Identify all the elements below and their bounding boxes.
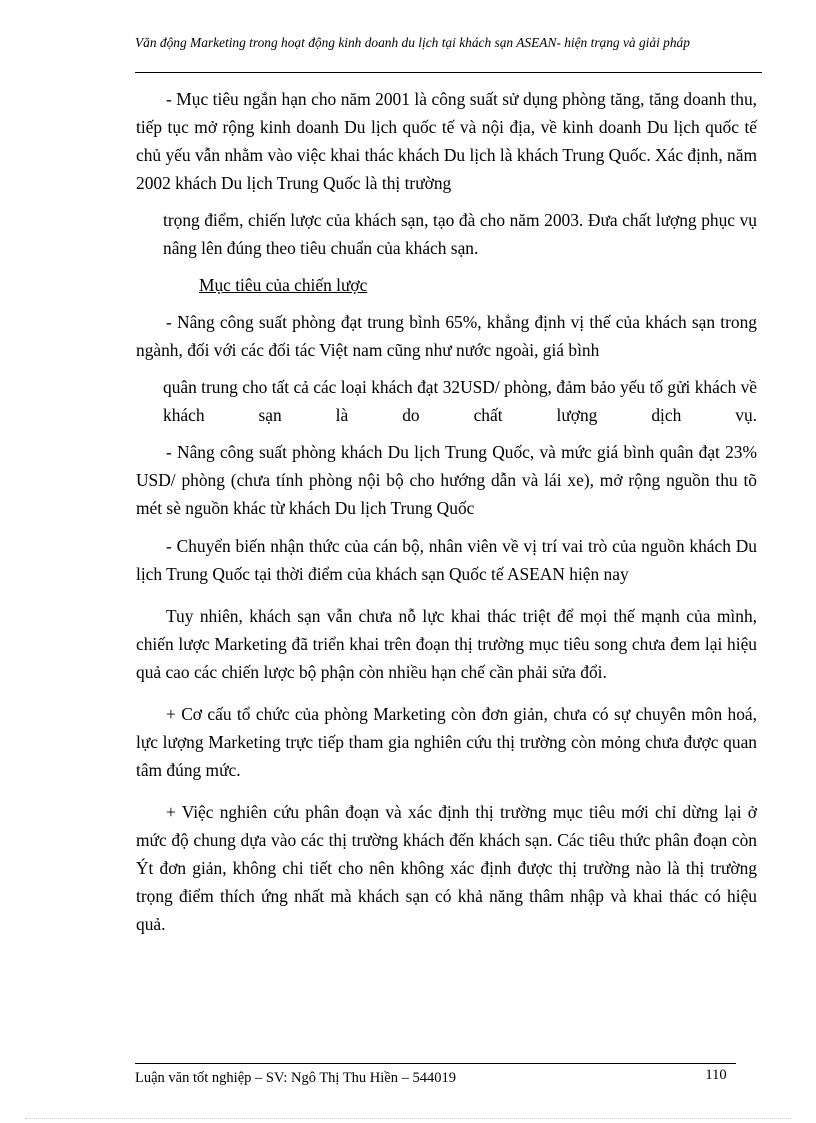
header-rule [135, 72, 762, 73]
running-header: Văn động Marketing trong hoạt động kinh doanh du lịch tại khách sạn ASEAN- hiện trạng và giải pháp [135, 35, 690, 50]
paragraph-room-capacity: - Nâng công suất phòng đạt trung bình 65%, khẳng định vị thế của khách sạn trong ngành, đối với các đối tác Việt nam cũng như nước ngoài, giá bình [136, 312, 757, 360]
footer-text: Luận văn tốt nghiệp – SV: Ngô Thị Thu Hiền – 544019 [135, 1070, 456, 1086]
paragraph-short-term-goals: - Mục tiêu ngắn hạn cho năm 2001 là công suất sử dụng phòng tăng, tăng doanh thu, tiếp tục mở rộng kinh doanh Du lịch quốc tế và nội địa, về kinh doanh Du lịch quốc tế chủ yếu vẫn nhằm vào việc khai thác khách Du lịch là khách Trung Quốc. Xác định, năm 2002 khách Du lịch Trung Quốc là thị trường [136, 89, 757, 193]
paragraph-staff-awareness: - Chuyển biến nhận thức của cán bộ, nhân viên về vị trí vai trò của nguồn khách Du lịch Trung Quốc tại thời điểm của khách sạn Quốc tế ASEAN hiện nay [136, 536, 757, 584]
paragraph-key-market: trọng điểm, chiến lược của khách sạn, tạo đà cho năm 2003. Đưa chất lượng phục vụ nâng lên đúng theo tiêu chuẩn của khách sạn. [163, 210, 757, 258]
paragraph-limitations: Tuy nhiên, khách sạn vẫn chưa nỗ lực khai thác triệt để mọi thế mạnh của mình, chiến lược Marketing đã triển khai trên đoạn thị trường mục tiêu song chưa đem lại hiệu quả cao các chiến lược bộ phận còn nhiều hạn chế cần phải sửa đổi. [136, 606, 757, 682]
paragraph-chinese-guests: - Nâng công suất phòng khách Du lịch Trung Quốc, và mức giá bình quân đạt 23% USD/ phòng (chưa tính phòng nội bộ cho hướng dẫn và lái xe), mở rộng nguồn thu tõ mét sè nguồn khác từ khách Du lịch Trung Quốc [136, 442, 757, 518]
page-number: 110 [705, 1067, 727, 1083]
footer-rule [135, 1063, 736, 1064]
page-edge [25, 1118, 791, 1119]
paragraph-average-price: quân trung cho tất cả các loại khách đạt 32USD/ phòng, đảm bảo yếu tố gửi khách về khách sạn là do chất lượng dịch vụ. [163, 377, 757, 425]
document-body [136, 85, 757, 938]
paragraph-org-structure: + Cơ cấu tổ chức của phòng Marketing còn đơn giản, chưa có sự chuyên môn hoá, lực lượng Marketing trực tiếp tham gia nghiên cứu thị trường còn mỏng chưa được quan tâm đúng mức. [136, 704, 757, 780]
section-heading: Mục tiêu của chiến lược [199, 275, 368, 295]
paragraph-segmentation: + Việc nghiên cứu phân đoạn và xác định thị trường mục tiêu mới chỉ dừng lại ở mức độ chung dựa vào các thị trường khách đến khách sạn. Các tiêu thức phân đoạn còn Ýt đơn giản, không chi tiết cho nên không xác định được thị trường nào là thị trường trọng điểm thích ứng nhất mà khách sạn có khả năng thâm nhập và khai thác có hiệu quả. [136, 802, 757, 934]
